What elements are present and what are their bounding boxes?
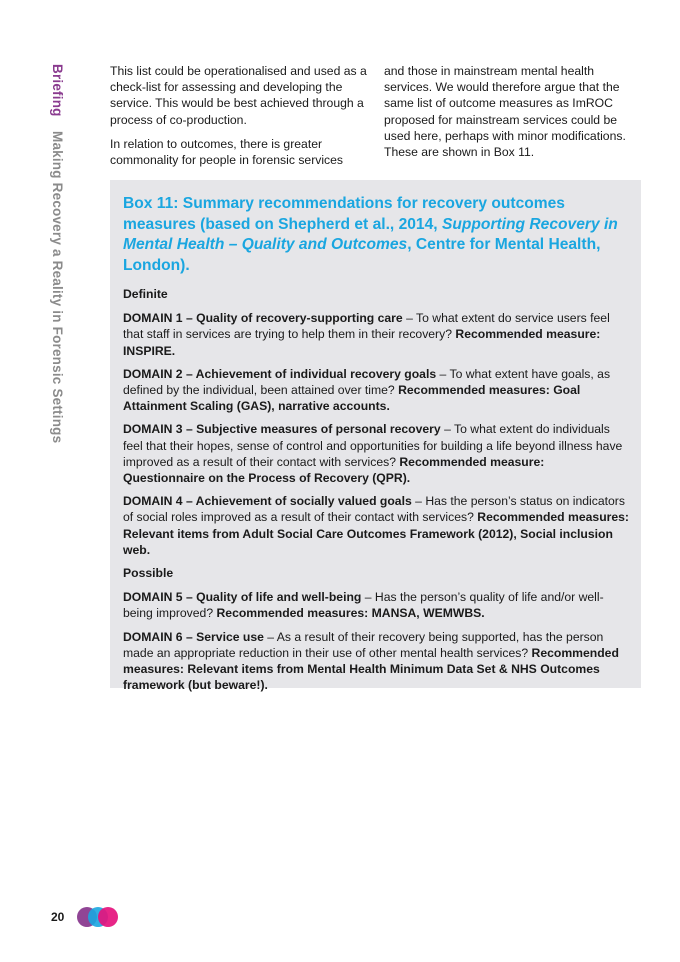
domain-heading: DOMAIN 4 – Achievement of socially valued goals [123,494,412,509]
domain-body: – Has the person’s status on indicators of social roles improved as a result of their contact with services? [123,494,625,525]
domain-body: – To what extent do service users feel that staff in services are trying to help them in their recovery? [123,311,610,342]
section-definite: Definite [123,287,168,301]
section-possible: Possible [123,566,174,581]
box-title-part: Box 11: Summary recommendations for recovery outcomes measures (based on Shepherd et al., 2014, [123,195,565,233]
box-title [123,194,629,276]
domain-body: – To what extent do individuals feel that their hopes, sense of control and opportunities for building a life beyond illness have improved as a result of their contact with services? [123,422,623,469]
domain-recommendation: Recommended measure: Questionnaire on the Process of Recovery (QPR). [123,454,545,486]
intro-paragraph: and those in mainstream mental health services. We would therefore argue that the same list of outcome measures as ImROC proposed for mainstream services could be used here, perhaps with minor modifications. These are shown in Box 11. [384,64,626,160]
domain-body: – As a result of their recovery being supported, has the person made an appropriate reduction in their use of other mental health services? [123,629,604,660]
domain-recommendation: Recommended measures: Goal Attainment Scaling (GAS), narrative accounts. [123,383,581,414]
briefing-label: Briefing [50,64,65,117]
domain-4 [123,493,629,558]
document-title: Making Recovery a Reality in Forensic Settings [50,130,65,443]
intro-left-column [110,63,368,176]
domain-1 [123,310,629,359]
domain-body: – To what extent have goals, as defined by the individual, been attained over time? [123,366,611,398]
box-title-part: , Centre for Mental Health, London). [123,236,601,274]
domain-6 [123,629,629,694]
domain-5 [123,589,629,621]
domain-heading: DOMAIN 1 – Quality of recovery-supporting care [123,311,403,326]
domain-2 [123,366,629,415]
domain-heading: DOMAIN 5 – Quality of life and well-being [123,590,362,605]
domain-3 [123,421,629,486]
domain-recommendation: Recommended measure: INSPIRE. [123,327,601,358]
domain-recommendation: Recommended measures: Relevant items from Mental Health Minimum Data Set & NHS Outcomes framework (but beware!). [123,645,619,693]
intro-right-column [384,63,642,168]
domain-recommendation: Recommended measures: Relevant items from Adult Social Care Outcomes Framework (2012), Social inclusion web. [123,510,629,557]
imroc-logo-icon [76,905,120,929]
intro-paragraph: This list could be operationalised and used as a check-list for assessing and developing the service. This would be best achieved through a process of co-production. [110,64,367,127]
intro-paragraph: In relation to outcomes, there is greater commonality for people in forensic services [110,136,344,168]
domain-body: – Has the person’s quality of life and/or well-being improved? [123,590,604,621]
domain-heading: DOMAIN 2 – Achievement of individual recovery goals [123,366,437,381]
domain-heading: DOMAIN 3 – Subjective measures of personal recovery [123,422,441,437]
box-11 [110,180,641,693]
domain-heading: DOMAIN 6 – Service use [123,629,264,644]
page-number: 20 [51,910,65,924]
box-title-italic: Supporting Recovery in Mental Health – Quality and Outcomes [123,215,618,253]
side-running-title [50,64,65,443]
domain-recommendation: Recommended measures: MANSA, WEMWBS. [216,606,485,621]
